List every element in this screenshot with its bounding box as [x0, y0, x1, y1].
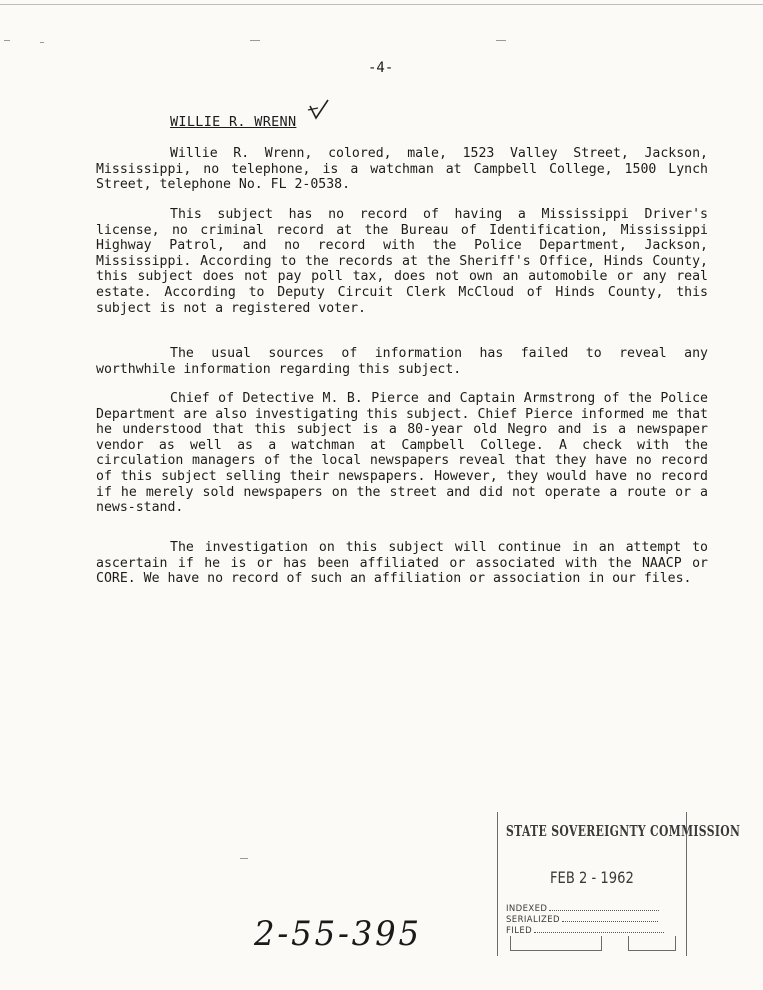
top-border-line: [0, 4, 763, 5]
scan-speck: [240, 858, 248, 859]
paragraph-sources: The usual sources of information has failed to reveal any worthwhile information regarding this subject.: [96, 346, 708, 377]
scan-speck: [250, 40, 260, 41]
stamp-serialized-label: SERIALIZED: [506, 915, 560, 925]
stamp-filed-line: [506, 926, 664, 936]
scan-speck: [4, 40, 10, 41]
received-stamp: [497, 812, 741, 956]
page-number: -4-: [368, 60, 394, 76]
stamp-indexed-line: [506, 904, 659, 914]
stamp-box: [628, 936, 676, 951]
stamp-box: [510, 936, 602, 951]
paragraph-records-check: This subject has no record of having a Mississippi Driver's license, no criminal record at the Bureau of Identification, Mississippi Highway Patrol, and no record with the Police Department, Jackson, Mississippi. According to the records at the Sheriff's Office, Hinds County, this subject does not pay poll tax, does not own an automobile or any real estate. According to Deputy Circuit Clerk McCloud of Hinds County, this subject is not a registered voter.: [96, 207, 708, 316]
stamp-filed-label: FILED: [506, 926, 533, 936]
stamp-indexed-label: INDEXED: [506, 904, 548, 914]
stamp-serialized-line: [506, 915, 658, 925]
stamp-header: STATE SOVEREIGNTY COMMISSION: [506, 822, 741, 840]
paragraph-police-investigation: Chief of Detective M. B. Pierce and Captain Armstrong of the Police Department are also investigating this subject. Chief Pierce informed me that he understood that this subject is a 80-year old Negro and is a newspaper vendor as well as a watchman at Campbell College. A check with the circulation managers of the local newspapers reveal that they have no record of this subject selling their newspapers. However, they would have no record if he merely sold newspapers on the street and did not operate a route or a news-stand.: [96, 391, 708, 516]
subject-heading: WILLIE R. WRENN: [170, 114, 297, 130]
paragraph-subject-details: Willie R. Wrenn, colored, male, 1523 Valley Street, Jackson, Mississippi, no telephone, is a watchman at Campbell College, 1500 Lynch Street, telephone No. FL 2-0538.: [96, 146, 708, 193]
handwritten-check-mark-icon: [306, 98, 330, 124]
stamp-date: FEB 2 - 1962: [550, 868, 634, 887]
scan-speck: [40, 42, 44, 43]
scan-speck: [496, 40, 506, 41]
paragraph-continuing-investigation: The investigation on this subject will continue in an attempt to ascertain if he is or has been affiliated or associated with the NAACP or CORE. We have no record of such an affiliation or association in our files.: [96, 540, 708, 587]
handwritten-file-number: 2-55-395: [254, 914, 422, 954]
